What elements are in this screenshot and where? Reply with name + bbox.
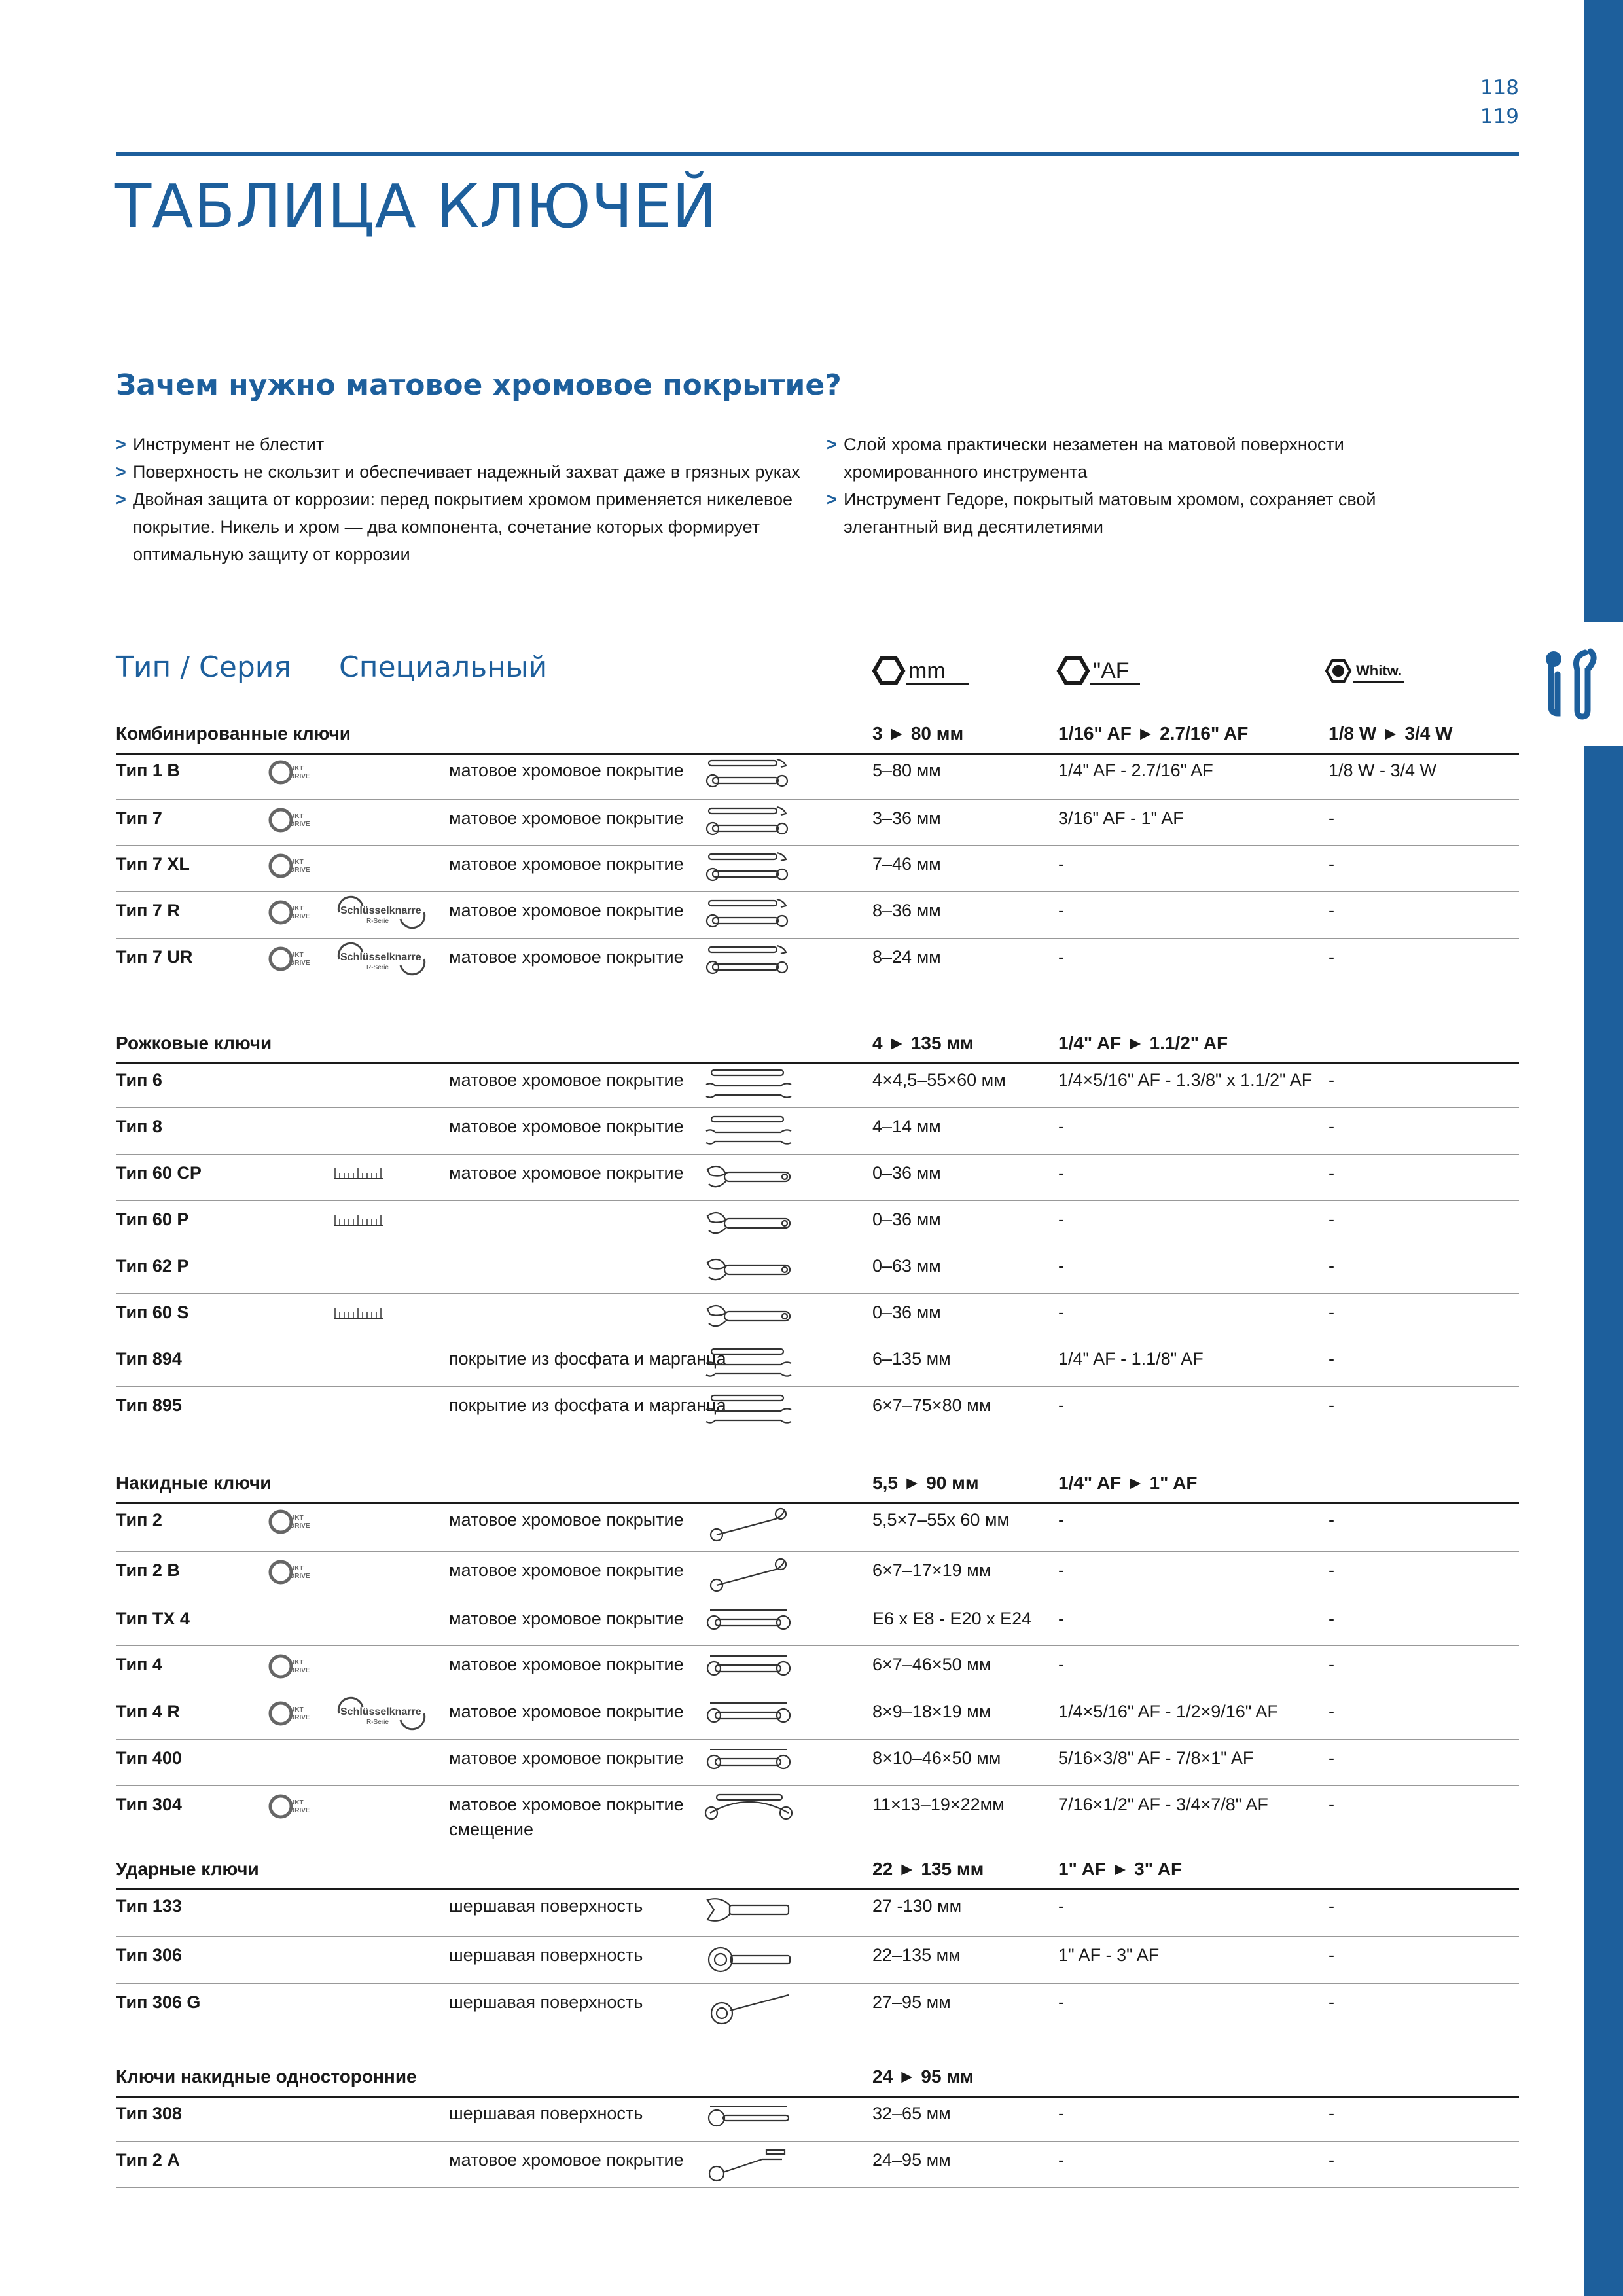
size-mm: 8–24 мм <box>872 947 941 967</box>
row-rule <box>116 845 1519 846</box>
size-mm: 6×7–46×50 мм <box>872 1655 991 1674</box>
size-whitw: - <box>1329 1702 1334 1721</box>
chevron-right-icon: > <box>116 462 126 482</box>
wrench-adjust-icon <box>704 1159 795 1196</box>
type-label: Тип 306 G <box>116 1992 201 2012</box>
row-rule <box>116 891 1519 892</box>
size-whitw: - <box>1329 2150 1334 2170</box>
wrench-single-ring-icon <box>704 2100 795 2136</box>
size-af: - <box>1058 1510 1064 1530</box>
section-range-mm: 4 ► 135 мм <box>872 1033 974 1053</box>
size-af: - <box>1058 1560 1064 1580</box>
row-rule <box>116 1107 1519 1108</box>
size-af: 7/16×1/2" AF - 3/4×7/8" AF <box>1058 1795 1268 1814</box>
size-af: 1" AF - 3" AF <box>1058 1945 1160 1965</box>
wrench-offset-icon <box>704 1506 795 1543</box>
wrench-adjust-icon <box>704 1252 795 1289</box>
ukt-drive-icon <box>266 1653 310 1679</box>
svg-text:R-Serie: R-Serie <box>366 1719 389 1726</box>
svg-text:DRIVE: DRIVE <box>290 773 310 780</box>
section-rule <box>116 2096 1519 2098</box>
size-af: - <box>1058 1117 1064 1136</box>
schluesselknarre-icon <box>332 898 431 927</box>
size-whitw: - <box>1329 1655 1334 1674</box>
svg-text:DRIVE: DRIVE <box>290 1667 310 1674</box>
coating-label: матовое хромовое покрытие <box>449 761 684 780</box>
size-af: - <box>1058 1655 1064 1674</box>
size-af: 1/4" AF - 1.1/8" AF <box>1058 1349 1204 1369</box>
size-af: 5/16×3/8" AF - 7/8×1" AF <box>1058 1748 1254 1768</box>
size-mm: 6×7–75×80 мм <box>872 1395 991 1415</box>
svg-text:UKT: UKT <box>290 859 304 866</box>
size-whitw: - <box>1329 1210 1334 1229</box>
section-range-mm: 3 ► 80 мм <box>872 723 964 744</box>
svg-text:R-Serie: R-Serie <box>366 918 389 925</box>
size-af: - <box>1058 1609 1064 1628</box>
size-whitw: - <box>1329 1302 1334 1322</box>
size-mm: 5,5×7–55x 60 мм <box>872 1510 1010 1530</box>
hex-mm-icon <box>870 655 995 687</box>
size-whitw: - <box>1329 1945 1334 1965</box>
coating-label: покрытие из фосфата и марганца <box>449 1349 726 1369</box>
size-af: 1/4×5/16" AF - 1.3/8" x 1.1/2" AF <box>1058 1070 1313 1090</box>
coating-label: матовое хромовое покрытие <box>449 854 684 874</box>
type-label: Тип 4 R <box>116 1702 180 1721</box>
type-label: Тип 7 UR <box>116 947 193 967</box>
coating-label: матовое хромовое покрытие <box>449 1748 684 1768</box>
column-head-type-series: Тип / Серия <box>116 651 291 684</box>
svg-text:Schlüsselknarre: Schlüsselknarre <box>340 952 421 963</box>
svg-text:DRIVE: DRIVE <box>290 821 310 828</box>
section-range-mm: 22 ► 135 мм <box>872 1859 984 1879</box>
row-rule <box>116 1936 1519 1937</box>
size-whitw: - <box>1329 2104 1334 2123</box>
section-range-whitw: 1/8 W ► 3/4 W <box>1329 723 1453 744</box>
size-whitw: - <box>1329 1349 1334 1369</box>
size-mm: 7–46 мм <box>872 854 941 874</box>
row-rule <box>116 2187 1519 2188</box>
size-whitw: - <box>1329 1510 1334 1530</box>
coating-label: матовое хромовое покрытие <box>449 1609 684 1628</box>
hex-af-icon <box>1055 655 1179 687</box>
measuring-scale-icon <box>332 1166 385 1181</box>
type-label: Тип 8 <box>116 1117 162 1136</box>
row-rule <box>116 938 1519 939</box>
wrench-adjust-icon <box>704 1206 795 1242</box>
wrench-ring-icon <box>704 1651 795 1687</box>
side-bar-top <box>1584 0 1623 622</box>
row-rule <box>116 1293 1519 1294</box>
row-rule <box>116 799 1519 800</box>
section-range-mm: 5,5 ► 90 мм <box>872 1473 979 1493</box>
row-rule <box>116 1645 1519 1646</box>
size-mm: 22–135 мм <box>872 1945 961 1965</box>
size-whitw: - <box>1329 1560 1334 1580</box>
page-number-left: 118 <box>1480 76 1519 99</box>
svg-text:UKT: UKT <box>290 1515 304 1522</box>
wrench-icon <box>1539 645 1605 723</box>
measuring-scale-icon <box>332 1212 385 1228</box>
coating-label: шершавая поверхность <box>449 2104 643 2123</box>
svg-text:Whitw.: Whitw. <box>1356 662 1402 679</box>
size-mm: 8×9–18×19 мм <box>872 1702 991 1721</box>
size-af: 1/4×5/16" AF - 1/2×9/16" AF <box>1058 1702 1278 1721</box>
svg-text:mm: mm <box>908 658 946 683</box>
ukt-drive-icon <box>266 853 310 879</box>
size-af: 3/16" AF - 1" AF <box>1058 808 1184 828</box>
type-label: Тип 304 <box>116 1795 182 1814</box>
wrench-slog-ring-icon <box>704 1941 795 1978</box>
wrench-slog-open-icon <box>704 1892 795 1929</box>
svg-text:UKT: UKT <box>290 1659 304 1666</box>
size-whitw: - <box>1329 1163 1334 1183</box>
wrench-open-icon <box>704 1113 795 1149</box>
size-af: - <box>1058 947 1064 967</box>
ukt-drive-icon <box>266 1509 310 1535</box>
size-mm: 0–36 мм <box>872 1302 941 1322</box>
section-rule <box>116 1888 1519 1890</box>
bullet-item: > Двойная защита от коррозии: перед покрытием хромом применяется никелевое покрытие. Никель и хром — два компонента, сочетание которых формирует оптимальную защиту от коррозии <box>116 486 803 568</box>
ukt-drive-icon <box>266 946 310 972</box>
section-range-mm: 24 ► 95 мм <box>872 2066 974 2087</box>
top-rule <box>116 152 1519 156</box>
bullet-item: > Инструмент Гедоре, покрытый матовым хромом, сохраняет свой элегантный вид десятилетиями <box>827 486 1455 541</box>
svg-text:UKT: UKT <box>290 952 304 959</box>
coating-label: матовое хромовое покрытие <box>449 1702 684 1721</box>
svg-text:DRIVE: DRIVE <box>290 913 310 920</box>
size-whitw: - <box>1329 1395 1334 1415</box>
size-whitw: - <box>1329 1070 1334 1090</box>
size-whitw: - <box>1329 1992 1334 2012</box>
svg-text:UKT: UKT <box>290 1565 304 1572</box>
svg-text:UKT: UKT <box>290 765 304 772</box>
bullet-item: > Инструмент не блестит <box>116 431 803 458</box>
type-label: Тип 2 A <box>116 2150 180 2170</box>
size-mm: 3–36 мм <box>872 808 941 828</box>
section-title: Ключи накидные односторонние <box>116 2066 417 2087</box>
size-af: - <box>1058 2150 1064 2170</box>
coating-label-2: смещение <box>449 1820 534 1839</box>
svg-text:DRIVE: DRIVE <box>290 1573 310 1580</box>
type-label: Тип 308 <box>116 2104 182 2123</box>
coating-label: матовое хромовое покрытие <box>449 1795 684 1814</box>
type-label: Тип 6 <box>116 1070 162 1090</box>
coating-label: матовое хромовое покрытие <box>449 1163 684 1183</box>
size-mm: 6–135 мм <box>872 1349 951 1369</box>
section-rule <box>116 1062 1519 1064</box>
type-label: Тип 2 <box>116 1510 162 1530</box>
wrench-open-icon <box>704 1066 795 1103</box>
ukt-drive-icon <box>266 1700 310 1727</box>
size-whitw: - <box>1329 1609 1334 1628</box>
size-af: - <box>1058 1210 1064 1229</box>
section-rule <box>116 1502 1519 1504</box>
size-mm: 6×7–17×19 мм <box>872 1560 991 1580</box>
type-label: Тип 62 P <box>116 1256 189 1276</box>
schluesselknarre-icon <box>332 944 431 973</box>
wrench-ring-icon <box>704 1698 795 1734</box>
section-title: Накидные ключи <box>116 1473 272 1493</box>
size-mm: 5–80 мм <box>872 761 941 780</box>
wrench-slog-bent-icon <box>704 1988 795 2025</box>
ukt-drive-icon <box>266 807 310 833</box>
svg-text:UKT: UKT <box>290 1799 304 1806</box>
type-label: Тип TX 4 <box>116 1609 190 1628</box>
size-af: - <box>1058 1163 1064 1183</box>
size-mm: 8–36 мм <box>872 901 941 920</box>
svg-text:DRIVE: DRIVE <box>290 960 310 967</box>
size-mm: 27–95 мм <box>872 1992 951 2012</box>
coating-label: шершавая поверхность <box>449 1945 643 1965</box>
page-number-right: 119 <box>1480 105 1519 128</box>
size-mm: 11×13–19×22мм <box>872 1795 1005 1814</box>
coating-label: матовое хромовое покрытие <box>449 1510 684 1530</box>
svg-text:DRIVE: DRIVE <box>290 1714 310 1721</box>
size-whitw: - <box>1329 901 1334 920</box>
coating-label: матовое хромовое покрытие <box>449 1117 684 1136</box>
type-label: Тип 7 XL <box>116 854 190 874</box>
size-mm: 8×10–46×50 мм <box>872 1748 1001 1768</box>
wrench-ring-icon <box>704 1605 795 1641</box>
section-title: Комбинированные ключи <box>116 723 351 744</box>
row-rule <box>116 1551 1519 1552</box>
chevron-right-icon: > <box>827 490 837 509</box>
bullet-list-left <box>116 431 803 568</box>
svg-text:UKT: UKT <box>290 905 304 912</box>
size-af: - <box>1058 854 1064 874</box>
bullet-item: > Поверхность не скользит и обеспечивает надежный захват даже в грязных руках <box>116 458 803 486</box>
size-whitw: - <box>1329 854 1334 874</box>
row-rule <box>116 1785 1519 1786</box>
type-label: Тип 4 <box>116 1655 162 1674</box>
coating-label: шершавая поверхность <box>449 1992 643 2012</box>
section-title: Рожковые ключи <box>116 1033 272 1053</box>
coating-label: матовое хромовое покрытие <box>449 947 684 967</box>
coating-label: матовое хромовое покрытие <box>449 1560 684 1580</box>
row-rule <box>116 1983 1519 1984</box>
size-whitw: 1/8 W - 3/4 W <box>1329 761 1437 780</box>
type-label: Тип 1 B <box>116 761 180 780</box>
coating-label: матовое хромовое покрытие <box>449 808 684 828</box>
size-mm: 0–63 мм <box>872 1256 941 1276</box>
section-title: Ударные ключи <box>116 1859 259 1879</box>
coating-label: матовое хромовое покрытие <box>449 901 684 920</box>
size-af: 1/4" AF - 2.7/16" AF <box>1058 761 1213 780</box>
size-af: - <box>1058 1395 1064 1415</box>
size-whitw: - <box>1329 1896 1334 1916</box>
section-range-af: 1/4" AF ► 1" AF <box>1058 1473 1198 1493</box>
size-whitw: - <box>1329 1748 1334 1768</box>
wrench-combo-icon <box>704 850 795 887</box>
chevron-right-icon: > <box>116 490 126 509</box>
row-rule <box>116 1739 1519 1740</box>
coating-label: покрытие из фосфата и марганца <box>449 1395 726 1415</box>
wrench-adjust-icon <box>704 1299 795 1335</box>
type-label: Тип 60 CP <box>116 1163 202 1183</box>
wrench-combo-icon <box>704 804 795 841</box>
svg-text:Schlüsselknarre: Schlüsselknarre <box>340 1706 421 1717</box>
ukt-drive-icon <box>266 1559 310 1585</box>
size-whitw: - <box>1329 1795 1334 1814</box>
ukt-drive-icon <box>266 899 310 925</box>
size-mm: 4–14 мм <box>872 1117 941 1136</box>
row-rule <box>116 1154 1519 1155</box>
size-mm: 24–95 мм <box>872 2150 951 2170</box>
size-whitw: - <box>1329 947 1334 967</box>
size-whitw: - <box>1329 1117 1334 1136</box>
section-range-af: 1" AF ► 3" AF <box>1058 1859 1183 1879</box>
size-mm: 4×4,5–55×60 мм <box>872 1070 1006 1090</box>
svg-text:UKT: UKT <box>290 813 304 820</box>
row-rule <box>116 1386 1519 1387</box>
section-range-af: 1/4" AF ► 1.1/2" AF <box>1058 1033 1228 1053</box>
wrench-offset-icon <box>704 1556 795 1593</box>
size-af: - <box>1058 1256 1064 1276</box>
type-label: Тип 133 <box>116 1896 182 1916</box>
type-label: Тип 894 <box>116 1349 182 1369</box>
section-rule <box>116 753 1519 755</box>
size-af: - <box>1058 1992 1064 2012</box>
size-mm: 27 -130 мм <box>872 1896 962 1916</box>
svg-text:Schlüsselknarre: Schlüsselknarre <box>340 905 421 916</box>
svg-text:DRIVE: DRIVE <box>290 1522 310 1530</box>
section-range-af: 1/16" AF ► 2.7/16" AF <box>1058 723 1249 744</box>
type-label: Тип 2 B <box>116 1560 180 1580</box>
page-numbers <box>1440 73 1519 131</box>
svg-text:R-Serie: R-Serie <box>366 964 389 971</box>
wrench-single-bent-icon <box>704 2146 795 2183</box>
coating-label: матовое хромовое покрытие <box>449 1070 684 1090</box>
wrench-combo-icon <box>704 757 795 793</box>
coating-label: матовое хромовое покрытие <box>449 1655 684 1674</box>
wrench-curved-icon <box>704 1791 795 1827</box>
wrench-open-icon <box>704 1345 795 1382</box>
type-label: Тип 60 S <box>116 1302 189 1322</box>
size-mm: 0–36 мм <box>872 1163 941 1183</box>
ukt-drive-icon <box>266 759 310 785</box>
type-label: Тип 7 R <box>116 901 180 920</box>
svg-text:DRIVE: DRIVE <box>290 867 310 874</box>
measuring-scale-icon <box>332 1305 385 1321</box>
wrench-combo-icon <box>704 943 795 980</box>
ukt-drive-icon <box>266 1793 310 1820</box>
size-whitw: - <box>1329 808 1334 828</box>
wrench-combo-icon <box>704 897 795 933</box>
svg-text:"AF: "AF <box>1093 658 1130 683</box>
size-mm: 0–36 мм <box>872 1210 941 1229</box>
size-af: - <box>1058 1302 1064 1322</box>
size-af: - <box>1058 1896 1064 1916</box>
section-subtitle: Зачем нужно матовое хромовое покрытие? <box>116 368 842 402</box>
size-mm: 32–65 мм <box>872 2104 951 2123</box>
size-whitw: - <box>1329 1256 1334 1276</box>
type-label: Тип 7 <box>116 808 162 828</box>
bullet-item: > Слой хрома практически незаметен на матовой поверхности хромированного инструмента <box>827 431 1455 486</box>
type-label: Тип 895 <box>116 1395 182 1415</box>
type-label: Тип 400 <box>116 1748 182 1768</box>
type-label: Тип 60 P <box>116 1210 189 1229</box>
coating-label: шершавая поверхность <box>449 1896 643 1916</box>
coating-label: матовое хромовое покрытие <box>449 2150 684 2170</box>
chevron-right-icon: > <box>116 435 126 454</box>
row-rule <box>116 1200 1519 1201</box>
svg-text:DRIVE: DRIVE <box>290 1807 310 1814</box>
bullet-list-right <box>827 431 1455 541</box>
svg-text:UKT: UKT <box>290 1706 304 1713</box>
page-title: ТАБЛИЦА КЛЮЧЕЙ <box>115 171 718 242</box>
size-mm: E6 x E8 - E20 x E24 <box>872 1609 1032 1628</box>
column-head-special: Специальный <box>339 651 548 684</box>
type-label: Тип 306 <box>116 1945 182 1965</box>
side-bar-bottom <box>1584 746 1623 2296</box>
schluesselknarre-icon <box>332 1699 431 1728</box>
hex-whitw-icon <box>1323 655 1448 687</box>
wrench-ring-icon <box>704 1744 795 1781</box>
size-af: - <box>1058 901 1064 920</box>
chevron-right-icon: > <box>827 435 837 454</box>
size-af: - <box>1058 2104 1064 2123</box>
wrench-open-icon <box>704 1391 795 1428</box>
row-rule <box>116 2141 1519 2142</box>
